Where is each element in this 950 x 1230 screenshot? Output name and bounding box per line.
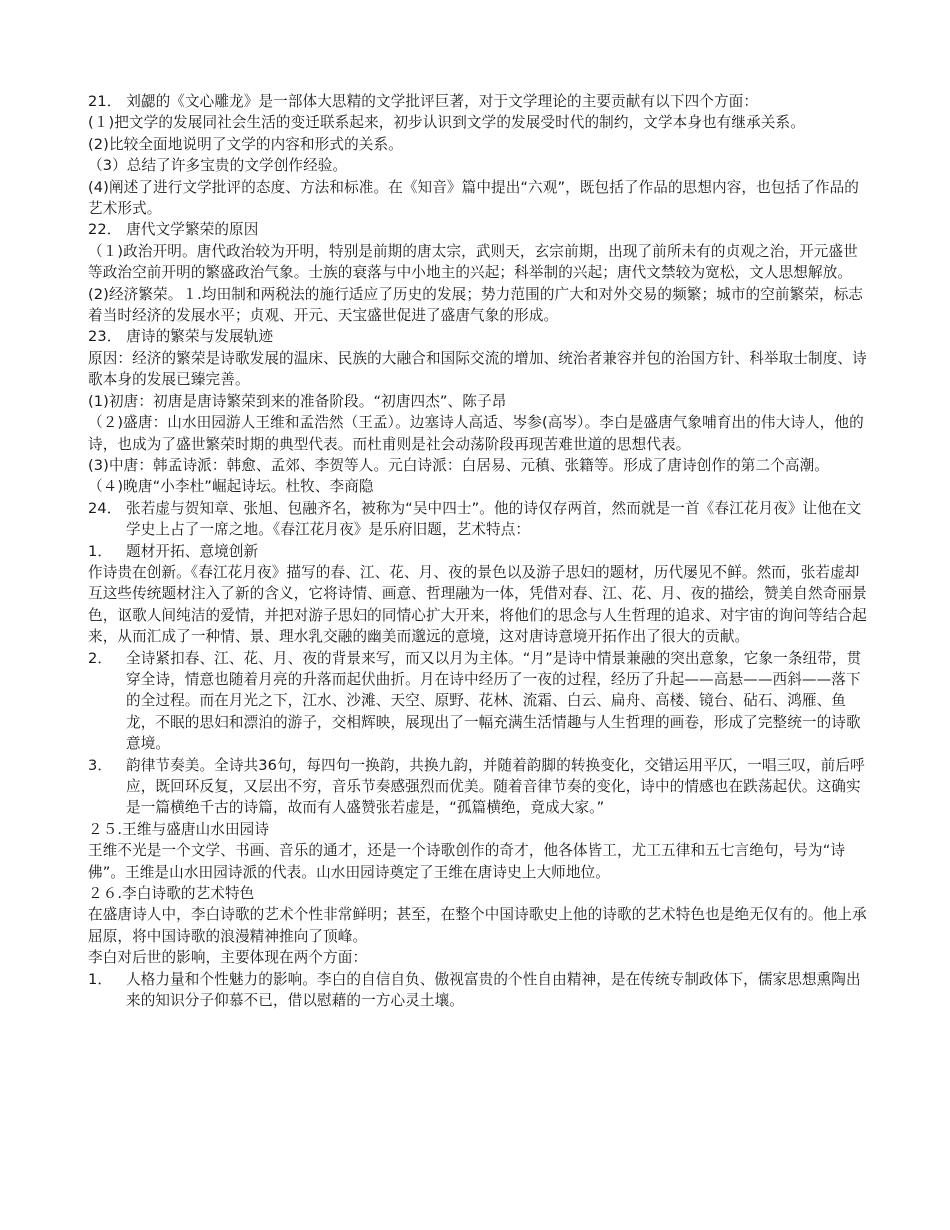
item-number: 2． (88, 649, 113, 667)
section-23-heading: 23． 唐诗的繁荣与发展轨迹 (88, 328, 274, 346)
section-21-point-1: (１)把文学的发展同社会生活的变迁联系起来，初步认识到文学的发展受时代的制约，文学本身也有继承关系。 (88, 114, 805, 132)
item-title: 题材开拓、意境创新 (126, 542, 259, 560)
section-21-point-2: (2)比较全面地说明了文学的内容和形式的关系。 (88, 135, 403, 153)
item-number: 1． (88, 970, 113, 988)
item-number: 1． (88, 542, 113, 560)
section-21-point-4: (4)阐述了进行文学批评的态度、方法和标准。在《知音》篇中提出“六观”，既包括了作品的思想内容，也包括了作品的艺术形式。 (88, 178, 859, 218)
section-23-reasons: 原因：经济的繁荣是诗歌发展的温床、民族的大融合和国际交流的增加、统治者兼容并包的治国方针、科举取士制度、诗歌本身的发展已臻完善。 (88, 349, 867, 389)
section-26-influence-intro: 李白对后世的影响，主要体现在两个方面： (88, 949, 368, 967)
section-22-point-1: （１)政治开明。唐代政治较为开明，特别是前期的唐太宗，武则天，玄宗前期，出现了前所未有的贞观之治，开元盛世等政治空前开明的繁盛政治气象。士族的衰落与中小地主的兴起；科举制的兴起；唐代文禁较为宽松，文人思想解放。 (88, 242, 858, 282)
section-26-body: 在盛唐诗人中，李白诗歌的艺术个性非常鲜明；甚至，在整个中国诗歌史上他的诗歌的艺术特色也是绝无仅有的。他上承屈原，将中国诗歌的浪漫精神推向了顶峰。 (88, 906, 867, 945)
section-24-item-1-title (88, 541, 868, 562)
section-23-late-tang: （４)晚唐“小李杜”崛起诗坛。杜牧、李商隐 (88, 478, 374, 496)
section-22-heading: 22． 唐代文学繁荣的原因 (88, 221, 259, 239)
section-23-early-tang: (1)初唐：初唐是唐诗繁荣到来的准备阶段。“初唐四杰”、陈子昂 (88, 392, 507, 410)
item-body: 全诗紧扣春、江、花、月、夜的背景来写，而又以月为主体。“月”是诗中情景兼融的突出意象，它象一条纽带，贯穿全诗，情意也随着月亮的升落而起伏曲折。月在诗中经历了一夜的过程，经历了升起——高悬——西斜——落下的全过程。而在月光之下，江水、沙滩、天空、原野、花林、流霜、白云、扁舟、高楼、镜台、砧石、鸿雁、鱼龙，不眠的思妇和漂泊的游子，交相辉映，展现出了一幅充满生活情趣与人生哲理的画卷，形成了完整统一的诗歌意境。 (126, 649, 862, 753)
section-24-item-1-body: 作诗贵在创新。《春江花月夜》描写的春、江、花、月、夜的景色以及游子思妇的题材，历代屡见不鲜。然而，张若虚却互这些传统题材注入了新的含义，它将诗情、画意、哲理融为一体，凭借对春、江、花、月、夜的描绘，赞美自然奇丽景色，讴歌人间纯洁的爱情，并把对游子思妇的同情心扩大开来，将他们的思念与人生哲理的追求、对宇宙的询问等结合起来，从而汇成了一种情、景、理水乳交融的幽美而邈远的意境，这对唐诗意境开拓作出了很大的贡献。 (88, 563, 867, 646)
document-page (88, 91, 868, 1011)
section-21-point-3: （3）总结了许多宝贵的文学创作经验。 (88, 157, 348, 175)
section-25-body: 王维不光是一个文学、书画、音乐的通才，还是一个诗歌创作的奇才，他各体皆工，尤工五律和五七言绝句，号为“诗佛”。王维是山水田园诗派的代表。山水田园诗奠定了王维在唐诗史上大师地位。 (88, 842, 846, 881)
section-24-item-3 (88, 755, 868, 819)
section-24-item-2 (88, 648, 868, 755)
section-26-item-1 (88, 969, 868, 1012)
section-22-point-2: (2)经济繁荣。１.均田制和两税法的施行适应了历史的发展；势力范围的广大和对外交易的频繁；城市的空前繁荣，标志着当时经济的发展水平；贞观、开元、天宝盛世促进了盛唐气象的形成。 (88, 285, 864, 325)
section-25-heading: ２５.王维与盛唐山水田园诗 (88, 820, 270, 838)
section-24-text: 张若虚与贺知章、张旭、包融齐名，被称为“吴中四士”。他的诗仅存两首，然而就是一首《春江花月夜》让他在文学史上占了一席之地。《春江花月夜》是乐府旧题，艺术特点： (126, 499, 862, 539)
section-26-heading: ２６.李白诗歌的艺术特色 (88, 885, 255, 903)
section-24-number: 24． (88, 499, 122, 517)
section-21-heading: 21． 刘勰的《文心雕龙》是一部体大思精的文学批评巨著，对于文学理论的主要贡献有以下四个方面： (88, 93, 759, 110)
item-number: 3． (88, 756, 113, 774)
section-24-heading (88, 498, 868, 541)
section-23-mid-tang: (3)中唐：韩孟诗派：韩愈、孟郊、李贺等人。元白诗派：白居易、元稹、张籍等。形成了唐诗创作的第二个高潮。 (88, 456, 829, 474)
item-body: 人格力量和个性魅力的影响。李白的自信自负、傲视富贵的个性自由精神，是在传统专制政体下，儒家思想熏陶出来的知识分子仰慕不已，借以慰藉的一方心灵土壤。 (126, 970, 861, 1010)
item-body: 韵律节奏美。全诗共36句，每四句一换韵，共换九韵，并随着韵脚的转换变化，交错运用平仄，一唱三叹，前后呼应，既回环反复，又层出不穷，音乐节奏感强烈而优美。随着音律节奏的变化，诗中的情感也在跌荡起伏。这确实是一篇横绝千古的诗篇，故而有人盛赞张若虚是，“孤篇横绝，竟成大家。” (126, 756, 865, 817)
section-23-high-tang: （２)盛唐：山水田园游人王维和孟浩然（王孟）。边塞诗人高适、岑参(高岑）。李白是盛唐气象哺育出的伟大诗人，他的诗，也成为了盛世繁荣时期的典型代表。而杜甫则是社会动荡阶段再现苦难世道的思想代表。 (88, 414, 864, 453)
